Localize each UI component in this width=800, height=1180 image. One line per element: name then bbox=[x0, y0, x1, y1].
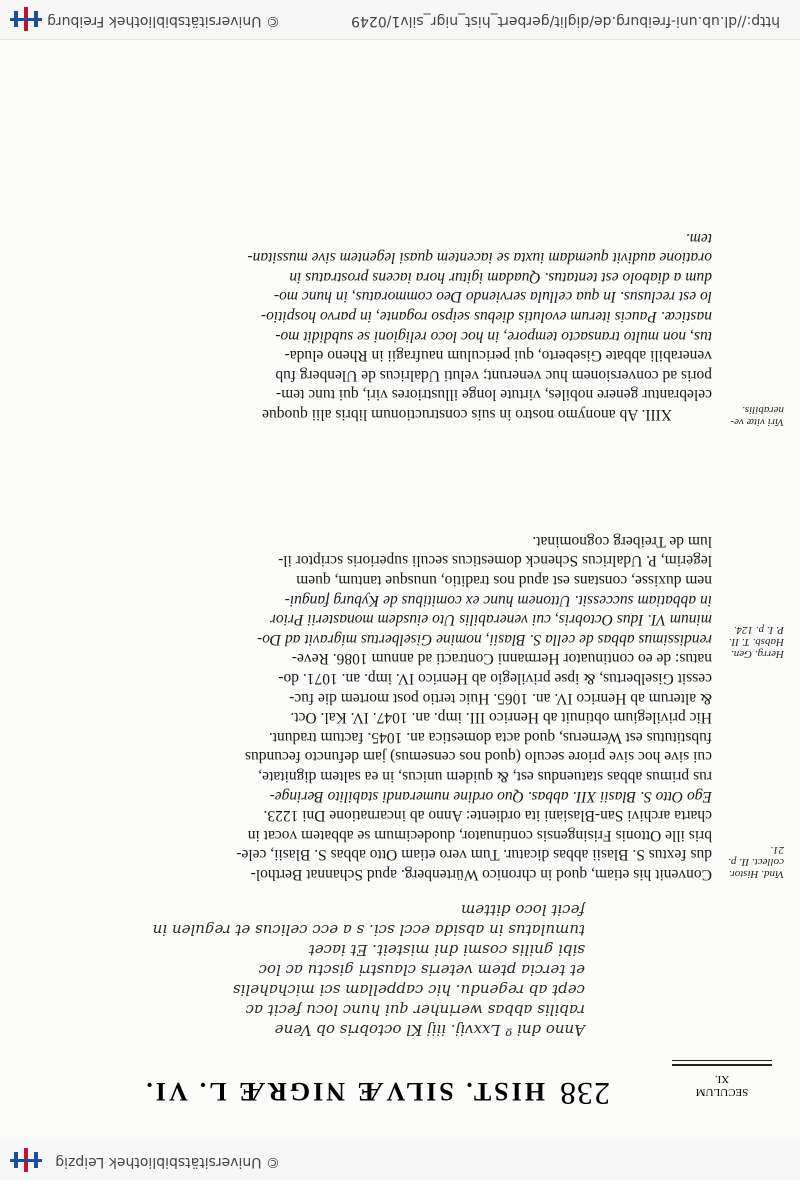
text-line: tus, non multo transacto tempore, in hoc loco religioni se subdidit mo- bbox=[275, 327, 712, 345]
text-line: oratione audivit quemdam iuxta se iacentem quasi legentem sive mussitan- bbox=[247, 249, 712, 267]
hand-line: Anno dni º Lxxvij. iiij Kl octobris ob Vene bbox=[274, 1021, 585, 1039]
sidenote-herrg bbox=[729, 624, 784, 660]
viewer-top-bar bbox=[0, 1139, 800, 1180]
text-line: cessit Giselbertus, & ipse privilegio ab Henrico IV. imp. an. 1071. do- bbox=[278, 670, 712, 688]
text-line: in abbatiam successit. Uttonem hunc ex comitibus de Kyburg fangui- bbox=[284, 591, 712, 609]
sidenote-viri bbox=[730, 404, 784, 428]
source-url-link[interactable]: http://dl.ub.uni-freiburg.de/diglit/gerbert_hist_nigr_silv1/0249 bbox=[351, 13, 780, 29]
sidenote-line: 21. bbox=[770, 844, 784, 856]
text-line: lum de Treiberg cognominat. bbox=[532, 532, 712, 550]
text-line: poris ad conversionem huc venerunt; veluti Udalricus de Ulenberg fub bbox=[275, 366, 712, 384]
text-line: minum VI. Idus Octobris, cui venerabilis Uto eiusdem monasterii Prior bbox=[269, 611, 712, 629]
hand-line: tumulatus in absida eccl sci. s a ecc celicus et regulen in bbox=[152, 921, 585, 939]
university-logo-icon bbox=[2, 1148, 42, 1172]
viewer-bottom-bar bbox=[0, 0, 800, 40]
text-line: bris ille Ottonis Frisingensis continuator, duodecimum se abbatem vocat in bbox=[247, 826, 712, 844]
text-line: dum a diabolo est tentatus. Quadam igitur hora iacens prostratus in bbox=[289, 268, 712, 286]
paragraph-1 bbox=[22, 531, 712, 884]
hand-line: sibi gnilis cosmi dni misteit. Et iacet bbox=[308, 941, 585, 959]
sidenote-line: P. I. p. 124. bbox=[733, 624, 784, 636]
text-line: legerim, P. Udalricus Schenck domesticus seculi superioris scriptor il- bbox=[278, 552, 712, 570]
text-line: nem duxisse, constans est apud nos traditio, unusque tantum, quem bbox=[296, 572, 712, 590]
section-label bbox=[662, 1060, 782, 1098]
sidenote-line: nerabilis. bbox=[742, 404, 784, 416]
text-line: Hic privilegium obtinuit ab Henrico III. imp. an. 1047. IV. Kal. Oct. bbox=[290, 709, 712, 727]
hand-line: rabilis abbas werinher qui hunc locu fecit ac bbox=[245, 1001, 585, 1019]
sidenote-line: Herrg. Gen. bbox=[730, 648, 784, 660]
hand-line: fecit loco dittem bbox=[460, 901, 585, 919]
sidenote-line: Viri vitæ ve- bbox=[730, 416, 784, 428]
university-logo-icon bbox=[2, 7, 42, 31]
text-line: rus primus abbas statuendus est, & quidem unicus, in ea saltem dignitate, bbox=[258, 768, 712, 786]
section-label-line1: SECULUM bbox=[695, 1086, 749, 1098]
text-line: lo est reclusus. In qua cellula serviendo Deo commoratus, in hunc mo- bbox=[273, 288, 712, 306]
hand-line: et tercia ptem veteris claustri gisctu ac loc bbox=[258, 961, 585, 979]
paragraph-2 bbox=[22, 228, 712, 424]
text-line: Ego Otto S. Blasii XII. abbas. Quo ordine numerandi stabilito Beringe- bbox=[269, 787, 712, 805]
text-line: Convenit his etiam, quod in chronico Würtenberg. apud Schannat Berthol- bbox=[250, 866, 712, 883]
section-label-line2: XI. bbox=[714, 1073, 730, 1085]
text-line: natus: de eo continuator Hermanni Contracti ad annum 1086. Reve- bbox=[291, 650, 712, 668]
text-line: celebrantur genere nobiles, virtute longe illustriores viri, qui tunc tem- bbox=[275, 386, 712, 404]
text-line: venerabili abbate Giseberto, qui periculum naufragii in Rheno eluda- bbox=[284, 347, 712, 365]
text-line: dus fextus S. Blasii abbas dicatur. Tum vero etiam Otto abbas S. Blasii, cele- bbox=[236, 846, 712, 864]
text-line: nasticæ. Paucis iterum evolutis diebus seipso rogante, in parvo hospitio- bbox=[260, 308, 712, 326]
sidenote-vind-hist bbox=[728, 844, 784, 880]
text-line: tem. bbox=[685, 229, 712, 247]
running-title: HIST. SILVÆ NIGRÆ L. VI. bbox=[143, 1077, 545, 1106]
text-line: XIII. Ab anonymo nostro in suis constructionum libris alii quoque bbox=[262, 406, 672, 423]
copyright-notice-bottom: © Universitätsbibliothek Freiburg bbox=[47, 13, 280, 29]
hand-line: cept ab regendu. hic cappellam sci michahelis bbox=[232, 981, 585, 999]
text-line: cui sive hoc sive priore seculo (quod nos censemus) jam defuncto fecundus bbox=[244, 748, 712, 766]
sidenote-line: collect. II. p. bbox=[728, 856, 784, 868]
sidenote-line: Vind. Histor. bbox=[728, 868, 784, 880]
section-rule bbox=[672, 1060, 772, 1066]
text-line: charta archivi San-Blasiani ita ordiente: Anno ab incarnatione Dni 1223. bbox=[263, 807, 712, 825]
copyright-notice: © Universitätsbibliothek Leipzig bbox=[55, 1154, 280, 1170]
text-line: rendissimus abbas de cella S. Blasii, nomine Giselbertus migravit ad Do- bbox=[257, 630, 712, 648]
text-line: fubstitutus est Wernerus, quod acta domestica an. 1045. factum tradunt. bbox=[268, 728, 712, 746]
handwritten-inscription bbox=[152, 900, 585, 1040]
sidenote-line: Habsb. T. II. bbox=[728, 636, 784, 648]
page-number: 238 bbox=[559, 1076, 610, 1112]
text-line: & alterum ab Henrico IV. an. 1065. Huic tertio post mortem die fuc- bbox=[289, 689, 712, 707]
